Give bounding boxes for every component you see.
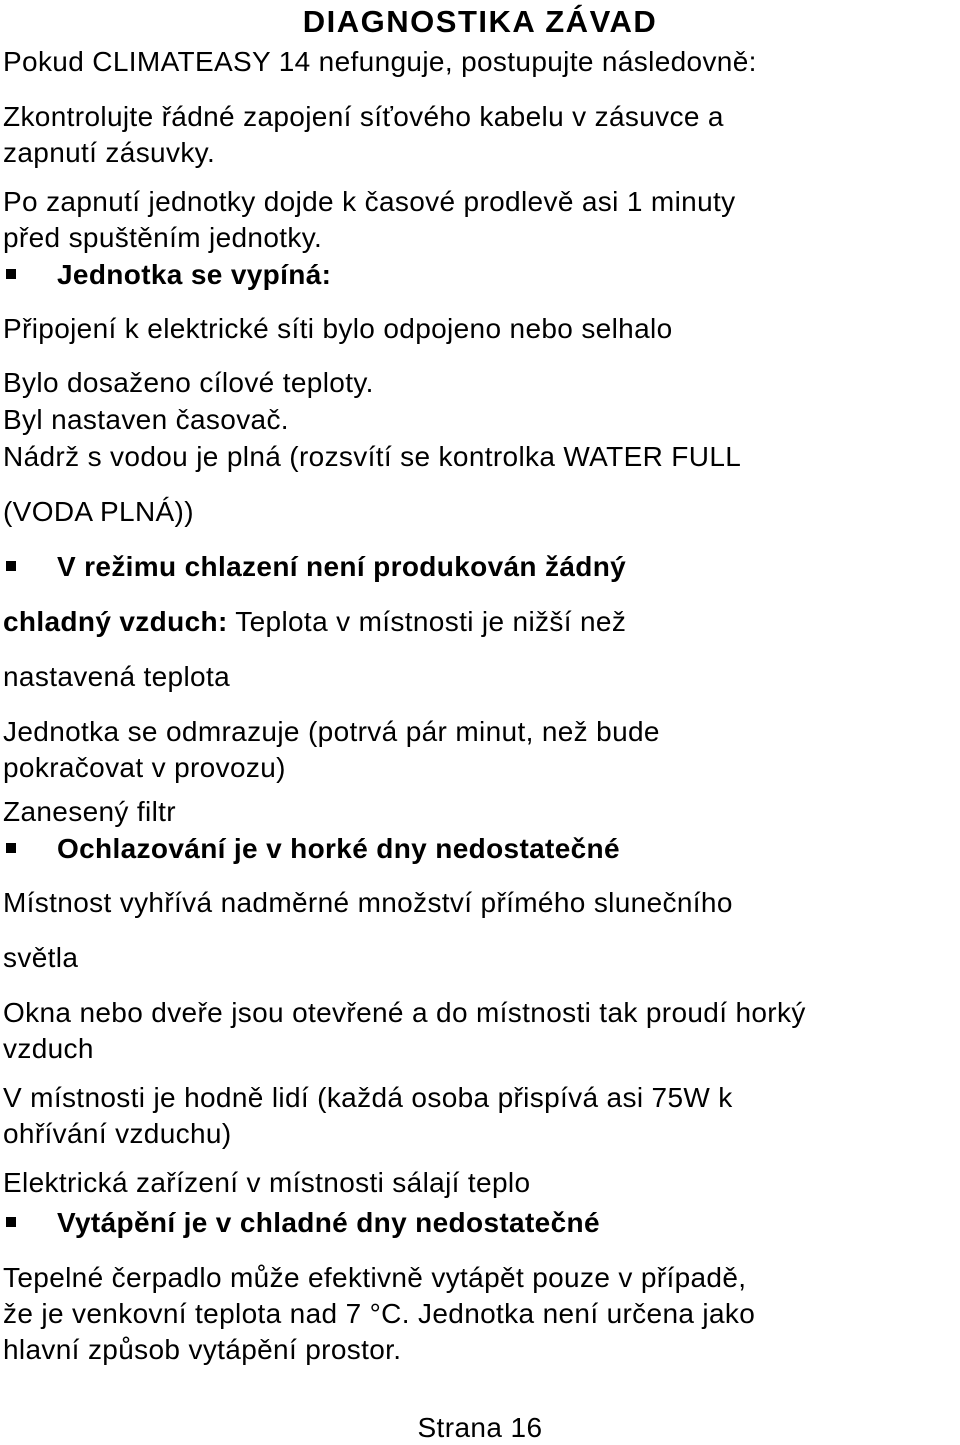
- cause-line: Připojení k elektrické síti bylo odpojeno nebo selhalo: [3, 313, 673, 344]
- general-line: Po zapnutí jednotky dojde k časové prodlevě asi 1 minuty: [3, 186, 736, 217]
- cause-line: světla: [3, 942, 79, 973]
- cause-line: (VODA PLNÁ)): [3, 496, 194, 527]
- bullet-square-icon: [6, 269, 16, 279]
- cause-line: nastavená teplota: [3, 661, 231, 692]
- cause-line: Zanesený filtr: [3, 796, 176, 827]
- heading-text: Ochlazování je v horké dny nedostatečné: [57, 833, 620, 864]
- section-heading-hot-days: [3, 832, 620, 866]
- cause-line: Elektrická zařízení v místnosti sálají teplo: [3, 1167, 531, 1198]
- general-line: zapnutí zásuvky.: [3, 137, 216, 168]
- cause-line: V místnosti je hodně lidí (každá osoba přispívá asi 75W k: [3, 1082, 733, 1113]
- general-line: Zkontrolujte řádné zapojení síťového kabelu v zásuvce a: [3, 101, 724, 132]
- cause-line: ohřívání vzduchu): [3, 1118, 232, 1149]
- cause-line: Jednotka se odmrazuje (potrvá pár minut, než bude: [3, 716, 660, 747]
- cause-line: vzduch: [3, 1033, 94, 1064]
- section-heading-shutdown: [3, 258, 331, 292]
- page-number: Strana 16: [417, 1412, 543, 1443]
- bullet-square-icon: [6, 1217, 16, 1227]
- section-heading-no-cooling: [3, 550, 626, 584]
- cause-line: pokračovat v provozu): [3, 752, 286, 783]
- cause-line: Bylo dosaženo cílové teploty.: [3, 367, 374, 398]
- page-title: DIAGNOSTIKA ZÁVAD: [302, 4, 658, 39]
- cause-line: Okna nebo dveře jsou otevřené a do místnosti tak proudí horký: [3, 997, 806, 1028]
- cause-line: že je venkovní teplota nad 7 °C. Jednotka není určena jako: [3, 1298, 756, 1329]
- cause-line: hlavní způsob vytápění prostor.: [3, 1334, 402, 1365]
- heading-text: Jednotka se vypíná:: [57, 259, 332, 290]
- intro-text: Pokud CLIMATEASY 14 nefunguje, postupujte následovně:: [3, 46, 757, 77]
- cause-line: Nádrž s vodou je plná (rozsvítí se kontrolka WATER FULL: [3, 441, 742, 472]
- bullet-square-icon: [6, 843, 16, 853]
- cause-line: [3, 605, 626, 639]
- heading-text-continued: chladný vzduch:: [3, 606, 228, 637]
- cause-text: Teplota v místnosti je nižší než: [227, 606, 627, 637]
- heading-text: Vytápění je v chladné dny nedostatečné: [57, 1207, 600, 1238]
- bullet-square-icon: [6, 561, 16, 571]
- cause-line: Místnost vyhřívá nadměrné množství přímého slunečního: [3, 887, 733, 918]
- general-line: před spuštěním jednotky.: [3, 222, 323, 253]
- cause-line: Byl nastaven časovač.: [3, 404, 289, 435]
- cause-line: Tepelné čerpadlo může efektivně vytápět pouze v případě,: [3, 1262, 747, 1293]
- heading-text: V režimu chlazení není produkován žádný: [57, 551, 627, 582]
- section-heading-cold-days: [3, 1206, 600, 1240]
